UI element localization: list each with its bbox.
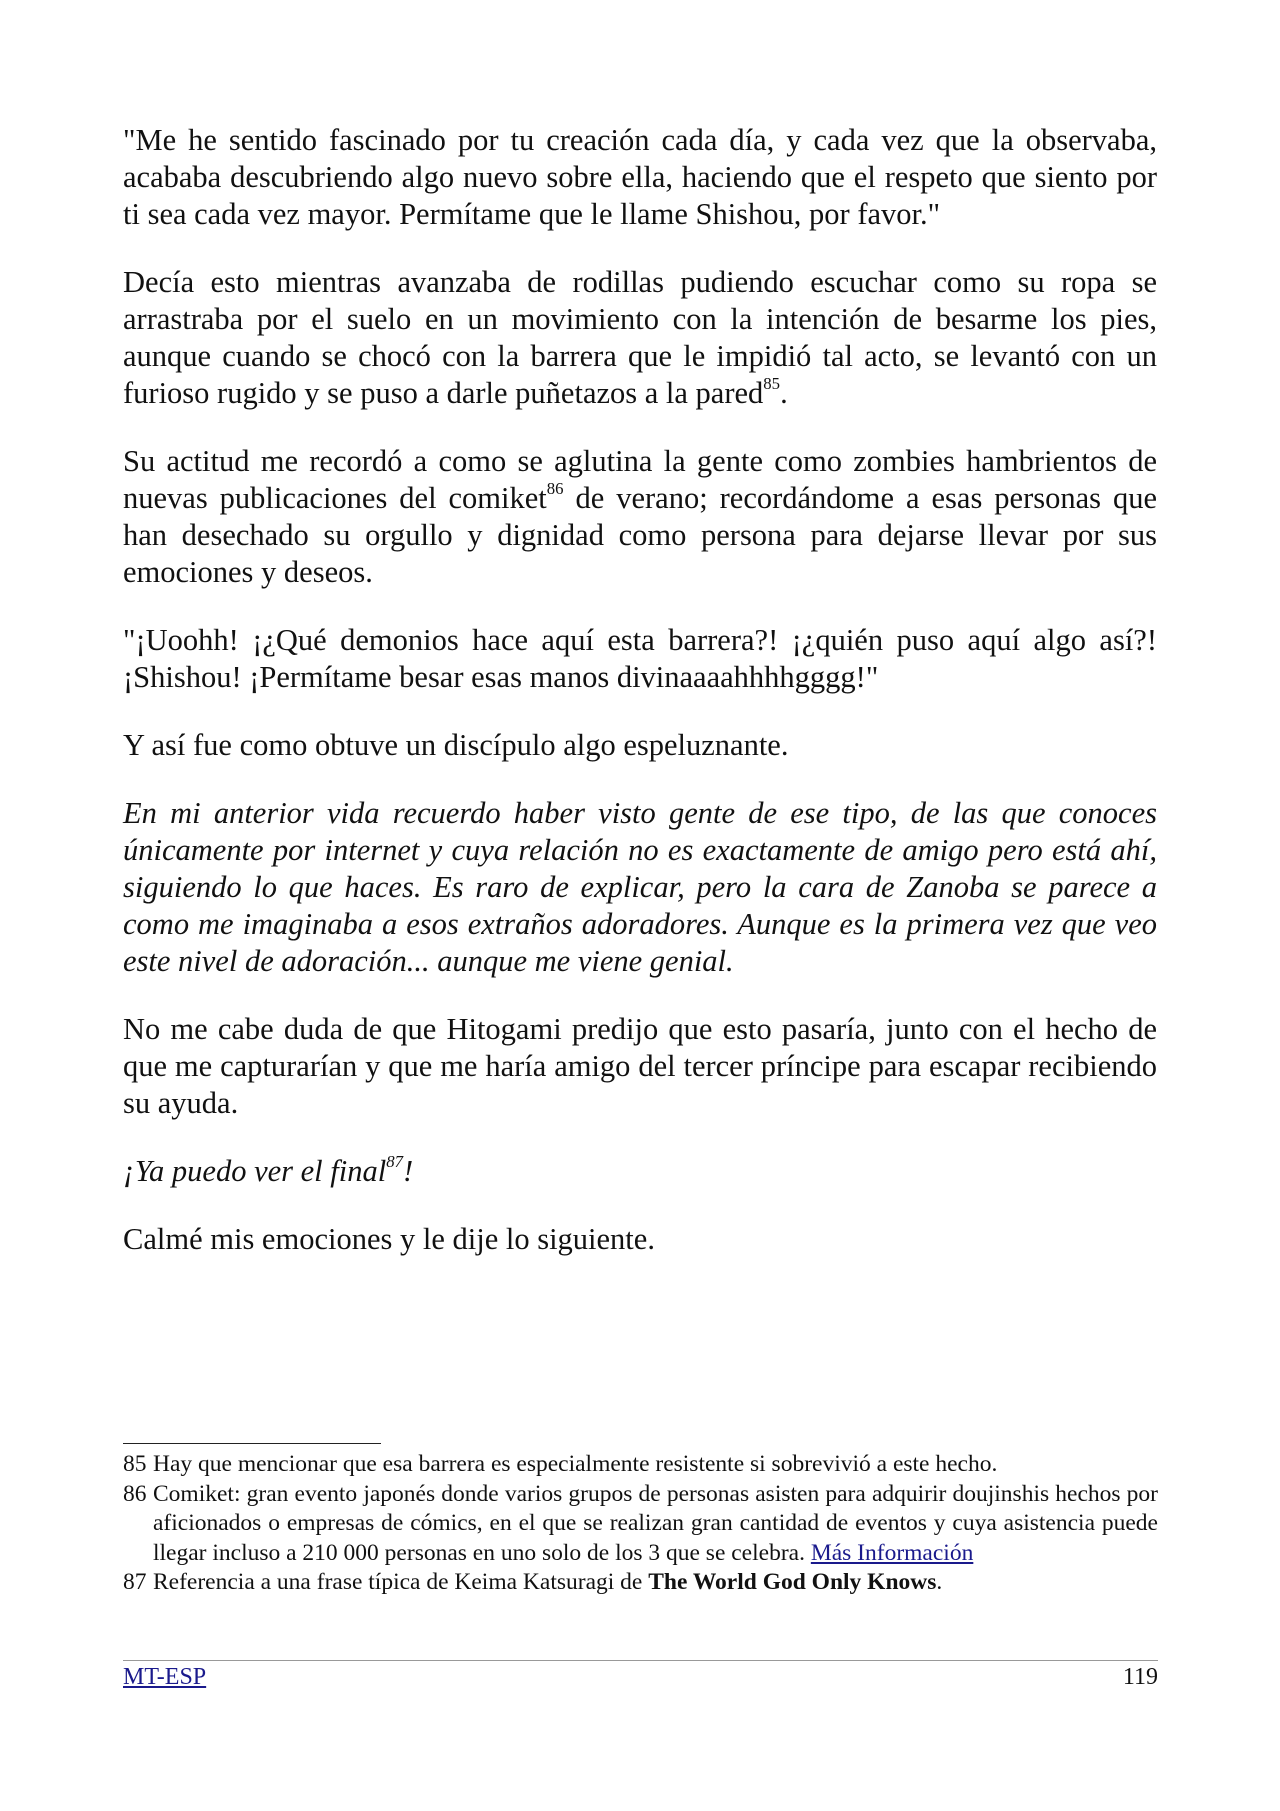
body-text: [123, 122, 1157, 1289]
footer-divider: [123, 1660, 1158, 1661]
paragraph-8-italic: ¡Ya puedo ver el final$^{87}$!: [123, 1152, 414, 1188]
paragraph-9: Calmé mis emociones y le dije lo siguiente.: [123, 1222, 655, 1256]
paragraph-3: Su actitud me recordó a como se aglutina la gente como zombies hambrientos de nuevas publicaciones del comiket$^{86}$ de verano; recordándome a esas personas que han desechado su orgullo y dignidad como persona para dejarse llevar por sus emociones y deseos.: [123, 444, 1157, 589]
paragraph-4: "¡Uoohh! ¡¿Qué demonios hace aquí esta barrera?! ¡¿quién puso aquí algo así?! ¡Shishou! ¡Permítame besar esas manos divinaaaahhhhgggg!": [123, 623, 1157, 694]
page-footer: [123, 1662, 1158, 1692]
paragraph-7: No me cabe duda de que Hitogami predijo que esto pasaría, junto con el hecho de que me capturarían y que me haría amigo del tercer príncipe para escapar recibiendo su ayuda.: [123, 1012, 1157, 1120]
footnote-text: Comiket: gran evento japonés donde varios grupos de personas asisten para adquirir doujinshis hechos por aficionados o empresas de cómics, en el que se realizan gran cantidad de eventos y cuya asistencia puede llegar incluso a 210 000 personas en uno solo de los 3 que se celebra. Más Información: [153, 1480, 1158, 1566]
footnote-86: [123, 1480, 1158, 1569]
more-info-link[interactable]: Más Información: [810, 1539, 974, 1566]
footnote-85: [123, 1450, 1158, 1480]
footnote-ref-87[interactable]: 87: [386, 1152, 403, 1172]
work-title: The World God Only Knows: [648, 1569, 937, 1595]
footnote-ref-85[interactable]: 85: [763, 374, 781, 394]
paragraph-6-italic: En mi anterior vida recuerdo haber visto gente de ese tipo, de las que conoces únicamente por internet y cuya relación no es exactamente de amigo pero está ahí, siguiendo lo que haces. Es raro de explicar, pero la cara de Zanoba se parece a como me imaginaba a esos extraños adoradores. Aunque es la primera vez que veo este nivel de adoración... aunque me viene genial.: [123, 796, 1157, 978]
footnote-divider: [123, 1443, 381, 1444]
footnote-text: Hay que mencionar que esa barrera es especialmente resistente si sobrevivió a este hecho.: [153, 1451, 998, 1477]
footnote-87: [123, 1568, 1158, 1598]
footnotes: [123, 1450, 1158, 1598]
footnote-number: 86: [123, 1480, 147, 1507]
paragraph-1: "Me he sentido fascinado por tu creación cada día, y cada vez que la observaba, acababa descubriendo algo nuevo sobre ella, haciendo que el respeto que siento por ti sea cada vez mayor. Permítame que le llame Shishou, por favor.": [123, 123, 1157, 231]
footnote-number: 85: [123, 1451, 147, 1477]
footnote-ref-86[interactable]: 86: [546, 479, 564, 499]
site-link[interactable]: MT-ESP: [123, 1664, 207, 1690]
paragraph-5: Y así fue como obtuve un discípulo algo espeluznante.: [123, 728, 789, 762]
footnote-number: 87: [123, 1569, 147, 1595]
footnote-text: Referencia a una frase típica de Keima Katsuragi de The World God Only Knows.: [153, 1569, 943, 1595]
paragraph-2: Decía esto mientras avanzaba de rodillas pudiendo escuchar como su ropa se arrastraba por el suelo en un movimiento con la intención de besarme los pies, aunque cuando se chocó con la barrera que le impidió tal acto, se levantó con un furioso rugido y se puso a darle puñetazos a la pared$^{85}$.: [123, 265, 1157, 410]
page-number: 119: [1122, 1664, 1158, 1690]
